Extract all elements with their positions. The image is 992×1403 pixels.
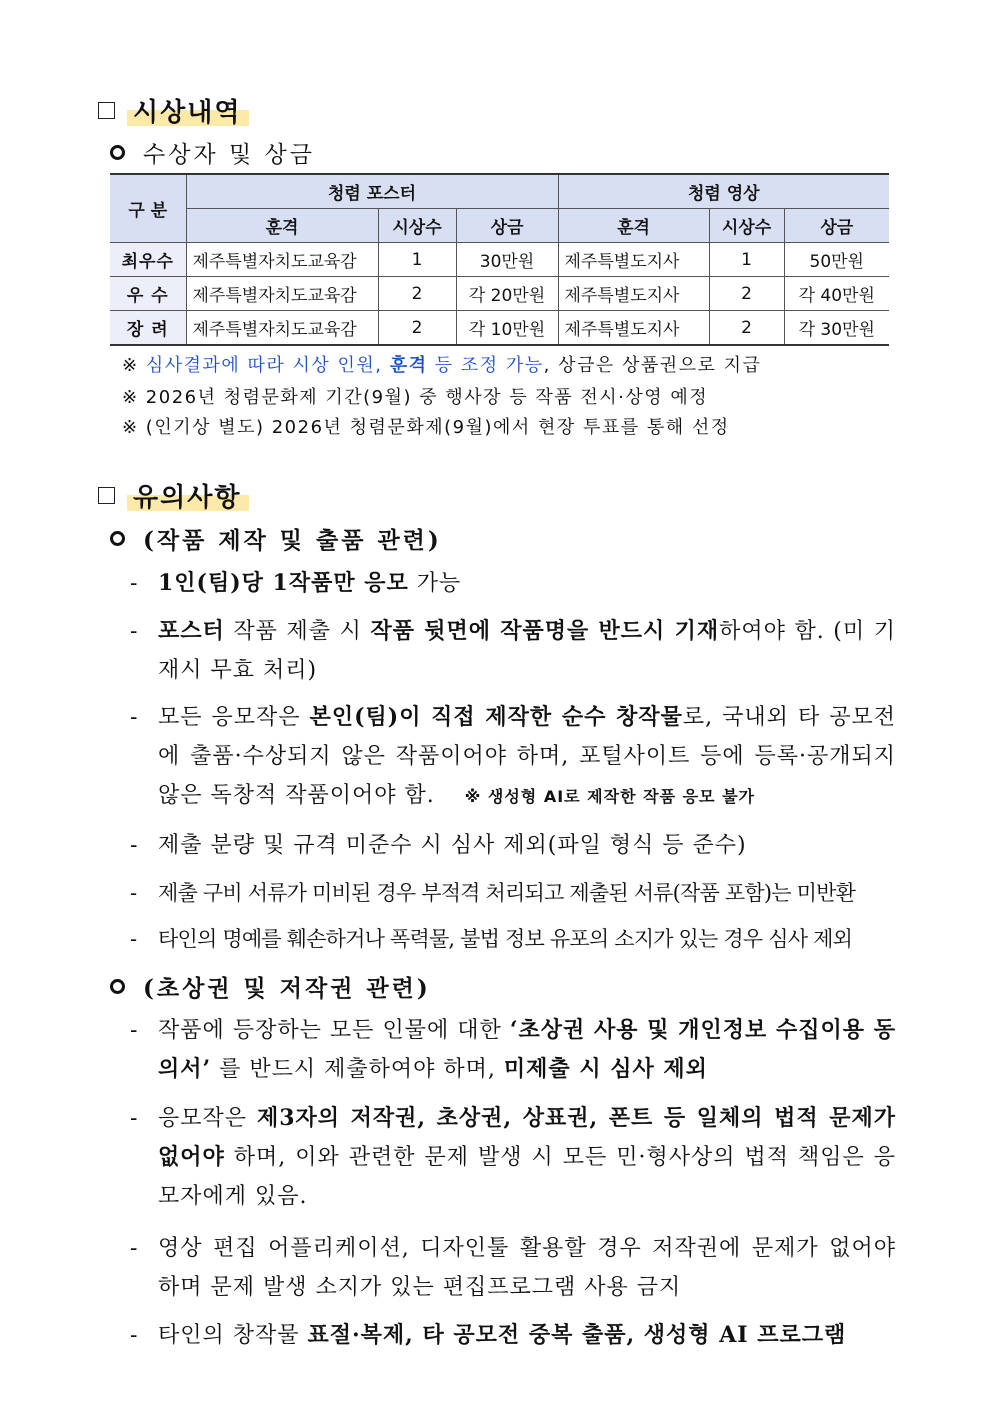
row-label: 우 수	[110, 277, 186, 311]
dash-bullet: -	[130, 833, 139, 858]
dash-bullet: -	[130, 1106, 139, 1131]
dash-bullet: -	[130, 927, 137, 951]
item-emphasis: 제3자의 저작권, 초상권, 상표권, 폰트 등 일체의 법적 문제가 없어야	[158, 1105, 896, 1170]
table-row	[110, 243, 889, 277]
column-header: 상금	[784, 209, 889, 243]
dash-bullet: -	[130, 881, 137, 905]
table-cell: 각 20만원	[456, 277, 558, 311]
section-title: 시상내역	[127, 92, 249, 129]
subheading-text: (작품 제작 및 출품 관련)	[143, 527, 442, 554]
list-item	[130, 564, 896, 603]
item-text: 작품에 등장하는 모든 인물에 대한	[158, 1018, 510, 1043]
row-label: 장 려	[110, 311, 186, 346]
item-emphasis: 작품 뒷면에 작품명을 반드시 기재	[370, 618, 720, 644]
list-item	[130, 1099, 896, 1216]
subheading-rights	[110, 970, 431, 1003]
item-emphasis: 포스터	[158, 618, 225, 644]
table-cell: 각 10만원	[456, 311, 558, 346]
note-text: , 상금은 상품권으로 지급	[543, 355, 762, 376]
subheading-winners	[110, 136, 315, 169]
note-text: 등 조정 가능	[434, 355, 544, 376]
group-header-poster: 청렴 포스터	[186, 174, 558, 209]
item-note: ※ 생성형 AI로 제작한 작품 응모 불가	[464, 787, 755, 806]
row-label: 최우수	[110, 243, 186, 277]
table-cell: 제주특별도지사	[558, 277, 709, 311]
item-text: 타인의 창작물	[158, 1323, 308, 1348]
item-emphasis: 표절·복제, 타 공모전 중복 출품, 생성형 AI 프로그램	[307, 1322, 847, 1348]
column-header: 훈격	[558, 209, 709, 243]
list-item	[130, 1316, 896, 1355]
item-text: 모든 응모작은	[158, 705, 310, 730]
subheading-text: 수상자 및 상금	[143, 142, 315, 168]
subheading-production	[110, 522, 442, 555]
table-cell: 제주특별자치도교육감	[186, 311, 378, 346]
table-cell: 1	[709, 243, 784, 277]
note-line-1	[122, 351, 761, 377]
table-cell: 1	[378, 243, 456, 277]
item-text: 제출 구비 서류가 미비된 경우 부적격 처리되고 제출된 서류(작품 포함)는 미반환	[158, 881, 856, 905]
item-emphasis: 1인(팀)당 1작품만 응모	[158, 570, 409, 596]
table-cell: 2	[709, 311, 784, 346]
list-item	[130, 874, 896, 913]
column-header: 훈격	[186, 209, 378, 243]
note-emphasis: 훈격	[389, 355, 428, 376]
subheading-text: (초상권 및 저작권 관련)	[143, 975, 431, 1002]
dash-bullet: -	[130, 705, 139, 730]
table-cell: 2	[378, 311, 456, 346]
item-emphasis: 미제출 시 심사 제외	[503, 1056, 708, 1082]
table-cell: 2	[709, 277, 784, 311]
note-text: 심사결과에 따라 시상 인원,	[145, 355, 383, 376]
table-cell: 제주특별자치도교육감	[186, 277, 378, 311]
item-text: 로, 국내외 타 공모전에 출품·수상되지 않은 작품이어야 하며, 포털사이트 등에 등록·공개되지 않은 독창적 작품이어야 함.	[158, 705, 897, 808]
item-text: 영상 편집 어플리케이션, 디자인툴 활용할 경우 저작권에 문제가 없어야 하며 문제 발생 소지가 있는 편집프로그램 사용 금지	[158, 1236, 896, 1300]
column-header: 시상수	[709, 209, 784, 243]
list-item	[130, 1011, 896, 1089]
awards-table	[110, 173, 889, 346]
dash-bullet: -	[130, 1018, 139, 1043]
table-cell: 각 30만원	[784, 311, 889, 346]
checkbox-square-icon	[98, 487, 115, 504]
bullet-circle-icon	[110, 979, 125, 994]
dash-bullet: -	[130, 619, 139, 644]
item-emphasis: 본인(팀)이 직접 제작한 순수 창작물	[309, 704, 683, 730]
section-heading-awards	[98, 92, 249, 129]
table-row	[110, 311, 889, 346]
column-header: 시상수	[378, 209, 456, 243]
table-header-row	[110, 174, 889, 209]
list-item	[130, 612, 896, 690]
item-text: 제출 분량 및 규격 미준수 시 심사 제외(파일 형식 등 준수)	[158, 833, 747, 858]
item-text: 작품 제출 시	[224, 619, 371, 644]
note-line-2: ※ 2026년 청렴문화제 기간(9월) 중 행사장 등 작품 전시·상영 예정	[122, 387, 709, 408]
table-cell: 50만원	[784, 243, 889, 277]
item-text: 하며, 이와 관련한 문제 발생 시 모든 민·형사상의 법적 책임은 응모자에게 있음.	[158, 1145, 896, 1209]
table-cell: 30만원	[456, 243, 558, 277]
dash-bullet: -	[130, 571, 139, 596]
table-cell: 제주특별도지사	[558, 243, 709, 277]
dash-bullet: -	[130, 1323, 139, 1348]
item-text: 하여야 함. (미 기재시 무효 처리)	[158, 619, 897, 683]
section-heading-precautions	[98, 477, 249, 514]
table-row	[110, 277, 889, 311]
list-item	[130, 1229, 896, 1307]
bullet-circle-icon	[110, 145, 125, 160]
table-cell: 2	[378, 277, 456, 311]
table-corner-header: 구 분	[110, 174, 186, 243]
group-header-video: 청렴 영상	[558, 174, 889, 209]
item-text: 타인의 명예를 훼손하거나 폭력물, 불법 정보 유포의 소지가 있는 경우 심사 제외	[158, 927, 853, 951]
table-cell: 제주특별자치도교육감	[186, 243, 378, 277]
list-item	[130, 920, 896, 959]
item-emphasis: ‘초상권 사용 및 개인정보 수집이용 동의서’	[158, 1017, 896, 1082]
list-item	[130, 698, 896, 816]
column-header: 상금	[456, 209, 558, 243]
list-item	[130, 826, 896, 865]
checkbox-square-icon	[98, 102, 115, 119]
item-text: 응모작은	[158, 1106, 257, 1131]
note-mark: ※	[122, 355, 139, 376]
section-title: 유의사항	[127, 477, 249, 514]
item-text: 가능	[408, 571, 462, 596]
item-text: 를 반드시 제출하여야 하며,	[211, 1057, 504, 1082]
dash-bullet: -	[130, 1236, 139, 1261]
table-cell: 제주특별도지사	[558, 311, 709, 346]
note-line-3: ※ (인기상 별도) 2026년 청렴문화제(9월)에서 현장 투표를 통해 선정	[122, 417, 730, 438]
table-cell: 각 40만원	[784, 277, 889, 311]
bullet-circle-icon	[110, 531, 125, 546]
table-subheader-row	[110, 209, 889, 243]
